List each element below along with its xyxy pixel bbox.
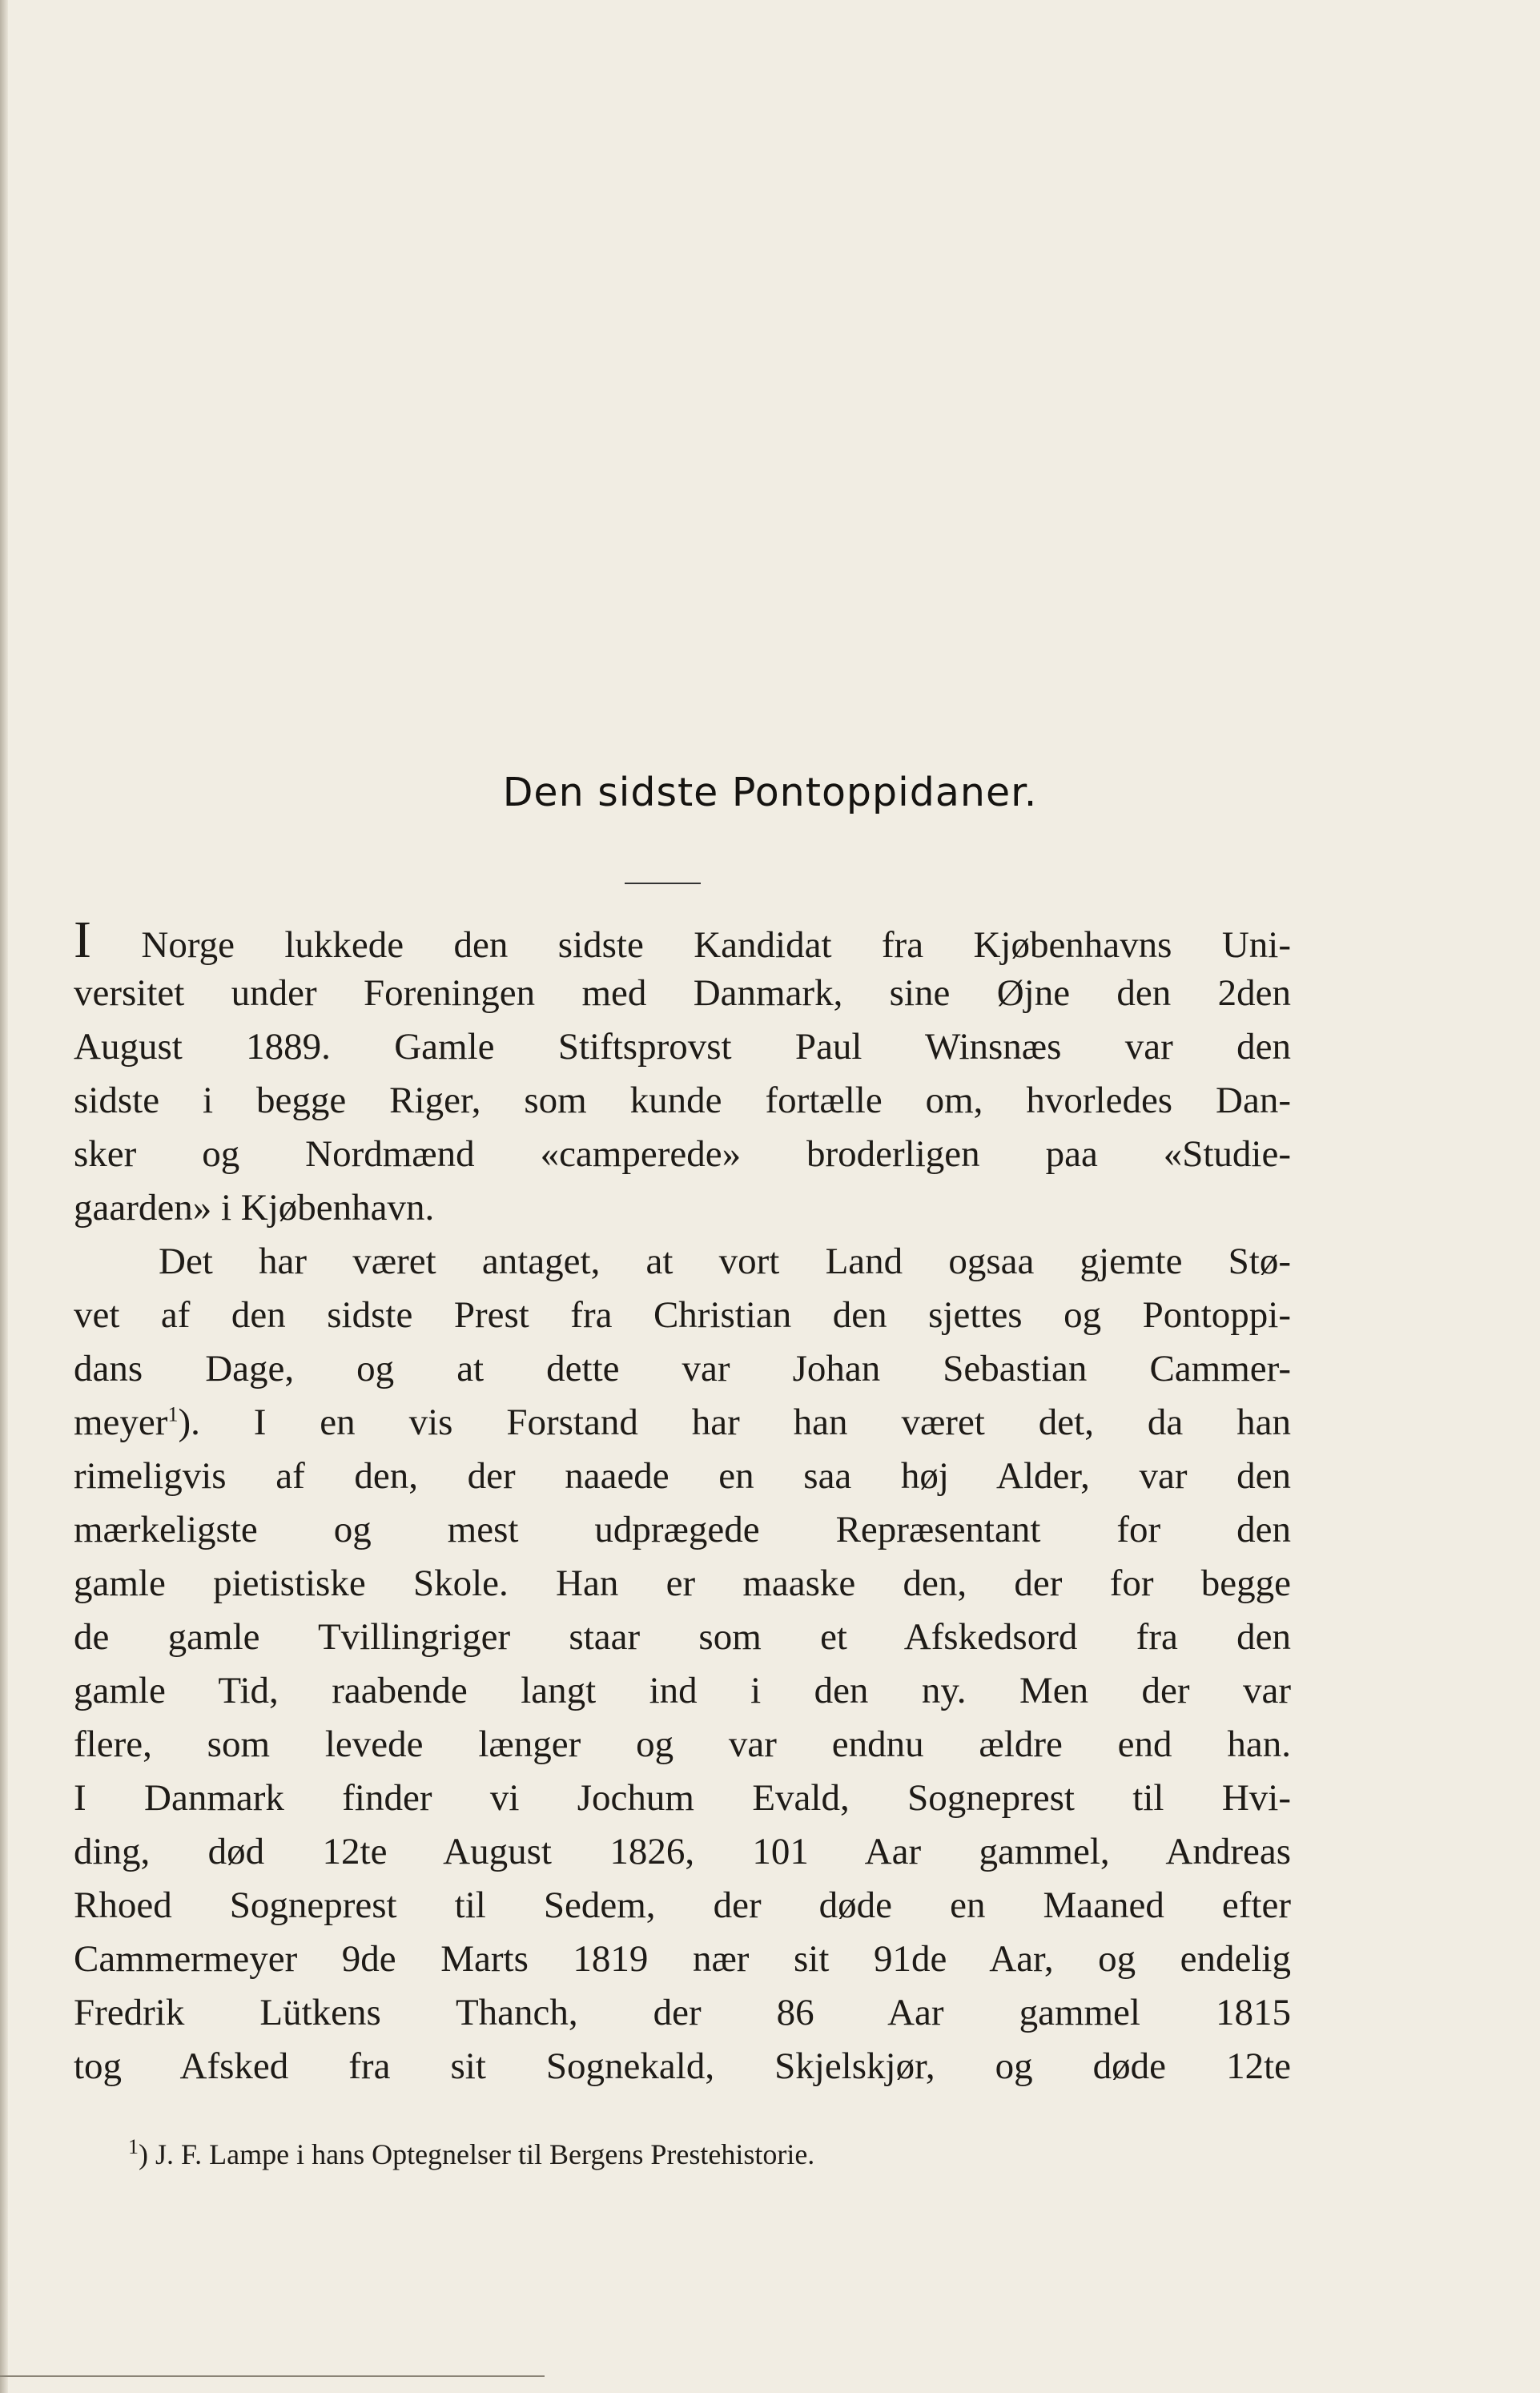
text-line: vet af den sidste Prest fra Christian den sjettes og Pontoppi- (74, 1294, 1291, 1336)
text-line: Rhoed Sogneprest til Sedem, der døde en Maaned efter (74, 1884, 1291, 1926)
text-line: ding, død 12te August 1826, 101 Aar gammel, Andreas (74, 1831, 1291, 1872)
title-rule (625, 883, 701, 884)
text-line: sker og Nordmænd «camperede» broderligen paa «Studie- (74, 1133, 1291, 1175)
text-line: gamle Tid, raabende langt ind i den ny. Men der var (74, 1670, 1291, 1711)
text-line: meyer$^1$). I en vis Forstand har han været det, da han (74, 1402, 1291, 1443)
text-line: Det har været antaget, at vort Land ogsaa gjemte Stø- (159, 1241, 1291, 1282)
body-text (74, 913, 1291, 2093)
page-title: Den sidste Pontoppidaner. (502, 770, 1038, 815)
footnote (128, 2134, 814, 2174)
drop-cap: I (74, 911, 91, 969)
text-line: de gamle Tvillingriger staar som et Afskedsord fra den (74, 1616, 1291, 1658)
text-line: mærkeligste og mest udprægede Repræsentant for den (74, 1509, 1291, 1550)
bottom-edge-line (0, 2375, 545, 2377)
text-line: dans Dage, og at dette var Johan Sebastian Cammer- (74, 1348, 1291, 1390)
footnote-marker: 1 (167, 1402, 179, 1426)
text-line: tog Afsked fra sit Sognekald, Skjelskjør, og døde 12te (74, 2045, 1291, 2087)
text-line: rimeligvis af den, der naaede en saa høj Alder, var den (74, 1455, 1291, 1497)
text-line: versitet under Foreningen med Danmark, sine Øjne den 2den (74, 972, 1291, 1014)
text-line: sidste i begge Riger, som kunde fortælle om, hvorledes Dan- (74, 1080, 1291, 1121)
text-line: I Norge lukkede den sidste Kandidat fra Kjøbenhavns Uni- (74, 911, 1291, 969)
text-line: gamle pietistiske Skole. Han er maaske den, der for begge (74, 1562, 1291, 1604)
text-line: gaarden» i Kjøbenhavn. (74, 1187, 435, 1229)
page-edge-shadow (0, 0, 8, 2393)
text-line: I Danmark finder vi Jochum Evald, Sogneprest til Hvi- (74, 1777, 1291, 1819)
footnote-number: 1 (128, 2135, 139, 2158)
text-line: August 1889. Gamle Stiftsprovst Paul Winsnæs var den (74, 1026, 1291, 1068)
text-line: Cammermeyer 9de Marts 1819 nær sit 91de Aar, og endelig (74, 1938, 1291, 1980)
text-line: flere, som levede længer og var endnu ældre end han. (74, 1723, 1291, 1765)
footnote-text: ) J. F. Lampe i hans Optegnelser til Bergens Prestehistorie. (139, 2138, 815, 2170)
text-line: Fredrik Lütkens Thanch, der 86 Aar gammel 1815 (74, 1992, 1291, 2033)
